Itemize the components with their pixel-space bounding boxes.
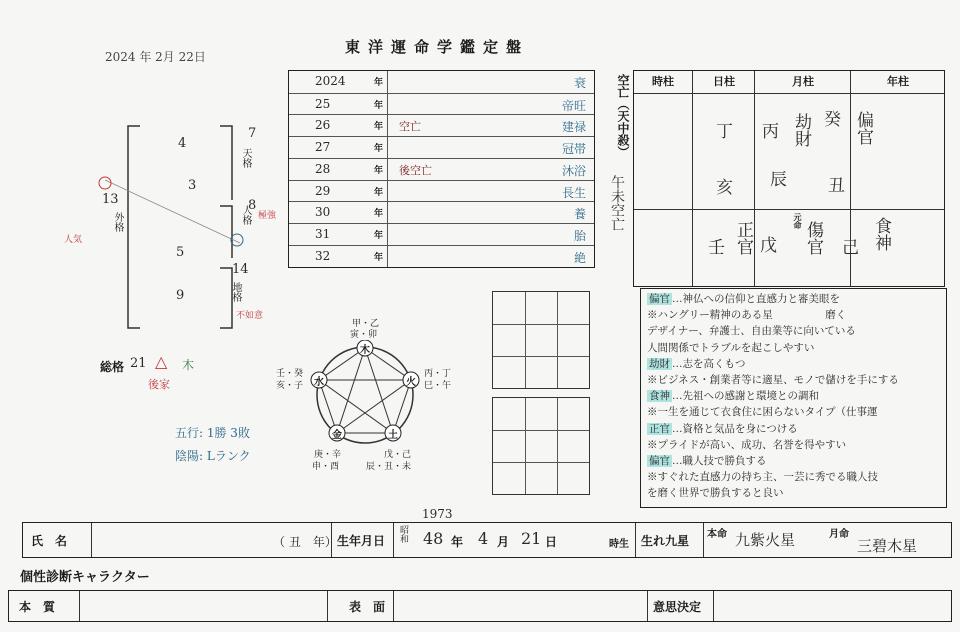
year-row xyxy=(289,180,594,203)
earth-stems: 戊・己 xyxy=(384,450,412,460)
note-line xyxy=(647,455,767,469)
month-stem-star: 劫財 xyxy=(791,113,811,147)
note-text: を磨く世界で勝負すると良い xyxy=(647,487,784,500)
fire-icon: 火 xyxy=(406,377,416,388)
birth-year-western: 1973 xyxy=(422,507,453,521)
kuubou-label: 空亡（天中殺） xyxy=(616,74,630,158)
note-line xyxy=(647,342,814,356)
earth-icon: 土 xyxy=(388,430,398,441)
year-star: 絶 xyxy=(573,250,586,265)
year-row xyxy=(289,158,594,181)
birth-label: 生年月日 xyxy=(337,534,386,548)
year-hidden: 己 xyxy=(842,238,859,258)
personal-info-form xyxy=(22,522,952,558)
jin-num: 3 xyxy=(188,178,197,193)
wuxing-star-diagram xyxy=(300,340,430,450)
hyomen-field[interactable] xyxy=(395,591,635,619)
annotation-funyoi: 不如意 xyxy=(236,311,264,321)
month-hidden-star: 傷官 xyxy=(803,221,823,255)
year-note: 後空亡 xyxy=(399,163,432,177)
year-hidden-star: 食神 xyxy=(871,217,891,251)
chikaku-label: 地格 xyxy=(230,282,241,302)
year-note: 空亡 xyxy=(399,120,421,134)
year-row xyxy=(289,245,594,268)
name-chart-diagram xyxy=(60,118,290,338)
year-star: 帝旺 xyxy=(561,98,586,113)
year-star: 長生 xyxy=(561,185,586,200)
month-branch: 辰 xyxy=(770,170,787,190)
notes-box xyxy=(640,288,947,508)
birth-year-field: 48 xyxy=(423,529,444,548)
note-line xyxy=(647,487,784,501)
time-label: 時生 xyxy=(609,539,629,550)
grid-box-top xyxy=(492,291,590,389)
birth-day-field: 21 xyxy=(521,529,542,548)
gogyo-note: 五行: 1勝 3敗 xyxy=(175,426,250,440)
year-unit-label: 年 xyxy=(374,187,384,198)
note-text: …職人技で勝負する xyxy=(672,455,767,467)
note-text: …先祖への感謝と環境との調和 xyxy=(672,390,819,403)
year-value: 29 xyxy=(315,183,331,198)
wood-stems: 甲・乙 xyxy=(352,319,380,329)
year-unit-label: 年 xyxy=(374,252,384,263)
annotation-kyokyo: 極強 xyxy=(258,211,277,221)
note-text: ※すぐれた直感力の持ち主、一芸に秀でる職人技 xyxy=(647,471,878,484)
year-value: 32 xyxy=(315,248,331,263)
ishi-field[interactable] xyxy=(715,591,945,619)
note-line xyxy=(647,309,846,323)
year-unit-label: 年 xyxy=(374,100,384,111)
chi-num-a: 5 xyxy=(176,245,185,260)
month-stem: 丙 xyxy=(762,122,779,142)
water-branches: 亥・子 xyxy=(276,381,304,391)
year-unit-label: 年 xyxy=(374,209,384,220)
earth-branches: 辰・丑・未 xyxy=(366,462,412,472)
honmei-label: 本命 xyxy=(707,529,727,540)
year-unit: 年 xyxy=(451,535,464,549)
note-text: …神仏への信仰と直感力と審美眼を xyxy=(672,293,840,305)
day-stem: 丁 xyxy=(716,122,733,142)
genmei-label: 元命 xyxy=(793,213,802,229)
soukaku-label: 総格 xyxy=(100,360,125,374)
grid-box-bottom xyxy=(492,397,590,495)
pillar-head-hour: 時柱 xyxy=(652,75,674,88)
annotation-ki: 木 xyxy=(182,358,195,372)
note-line xyxy=(647,374,899,388)
note-text: …志を高くもつ xyxy=(672,357,746,370)
name-label: 氏 名 xyxy=(31,534,68,548)
jinkaku-label: 人格 xyxy=(240,205,251,225)
kuubou-value: 午未空亡 xyxy=(609,175,625,231)
annotation-goke: 後家 xyxy=(148,378,170,391)
triangle-icon: △ xyxy=(155,352,168,371)
year-value: 25 xyxy=(315,96,331,111)
wood-icon: 木 xyxy=(360,345,370,356)
note-line xyxy=(647,293,840,307)
note-line xyxy=(647,325,856,339)
year-row xyxy=(289,93,594,116)
water-icon: 水 xyxy=(314,377,324,388)
year-row xyxy=(289,114,594,137)
fire-stems: 丙・丁 xyxy=(424,369,452,379)
year-star: 沐浴 xyxy=(561,163,586,178)
year-star: 養 xyxy=(573,207,586,222)
year-value: 28 xyxy=(315,161,331,176)
year-value: 2024 xyxy=(315,74,346,88)
year-unit-label: 年 xyxy=(374,144,384,155)
day-hidden-star: 正官 xyxy=(733,221,753,255)
hyomen-label: 表 面 xyxy=(349,600,386,614)
note-line xyxy=(647,471,878,485)
day-unit: 日 xyxy=(545,535,558,549)
note-line xyxy=(647,358,746,372)
note-line xyxy=(647,423,798,437)
year-branch: 丑 xyxy=(828,176,845,196)
metal-icon: 金 xyxy=(332,430,342,441)
note-line xyxy=(647,439,846,453)
kyusei-label: 生れ九星 xyxy=(641,534,690,548)
note-text: ※プライドが高い、成功、名誉を得やすい xyxy=(647,438,847,451)
birth-month-field: 4 xyxy=(478,529,489,548)
note-key: 偏官 xyxy=(649,455,670,467)
note-text: ※ビジネス・創業者等に適星、モノで儲けを手にする xyxy=(647,374,899,386)
day-branch: 亥 xyxy=(716,178,733,198)
year-unit-label: 年 xyxy=(374,122,384,133)
section-title: 個性診断キャラクター xyxy=(20,570,150,585)
year-star: 建禄 xyxy=(561,120,586,135)
day-hidden: 壬 xyxy=(708,238,725,258)
wood-branches: 寅・卯 xyxy=(350,330,378,340)
chikaku-num: 14 xyxy=(232,262,249,277)
year-row xyxy=(289,201,594,224)
year-unit-label: 年 xyxy=(374,165,384,176)
year-unit-label: 年 xyxy=(374,78,384,88)
gaikaku-label: 外格 xyxy=(112,212,123,232)
character-form xyxy=(8,590,952,622)
note-text: ※一生を通じて衣食住に困らないタイプ（仕事運 xyxy=(647,406,878,419)
pillar-head-day: 日柱 xyxy=(692,71,755,93)
ten-num: 4 xyxy=(178,136,187,151)
year-value: 30 xyxy=(315,205,331,220)
inyo-note: 陰陽: Lランク xyxy=(175,449,251,463)
note-key: 偏官 xyxy=(649,293,670,305)
four-pillars-table xyxy=(633,70,945,287)
pillar-head-year: 年柱 xyxy=(850,71,945,93)
ishi-label: 意思決定 xyxy=(653,600,702,614)
chi-num-b: 9 xyxy=(176,288,185,303)
year-stem: 癸 xyxy=(824,110,841,130)
year-star: 胎 xyxy=(573,228,586,243)
metal-branches: 申・酉 xyxy=(312,462,340,472)
getsumei-value: 三碧木星 xyxy=(857,537,918,555)
tenkaku-num: 7 xyxy=(248,126,257,141)
year-unit-label: 年 xyxy=(374,230,384,241)
year-star: 冠帯 xyxy=(561,142,586,157)
note-text: ※ハングリー精神のある星 磨く xyxy=(647,309,847,322)
year-star: 衰 xyxy=(573,76,586,90)
note-text: 人間関係でトラブルを起こしやすい xyxy=(647,341,815,354)
month-hidden: 戊 xyxy=(760,236,777,256)
note-key: 食神 xyxy=(649,390,670,403)
tenkaku-label: 天格 xyxy=(240,148,251,168)
soukaku-num: 21 xyxy=(130,356,147,371)
note-line xyxy=(647,390,819,404)
honshitsu-field[interactable] xyxy=(81,591,321,619)
water-stems: 壬・癸 xyxy=(276,369,304,379)
metal-stems: 庚・辛 xyxy=(314,450,342,460)
note-text: …資格と気品を身につける xyxy=(672,422,798,435)
era-field: 昭和 xyxy=(398,525,408,543)
getsumei-label: 月命 xyxy=(829,529,849,540)
pillar-head-month: 月柱 xyxy=(754,71,851,93)
fire-branches: 巳・午 xyxy=(424,381,452,391)
year-row xyxy=(289,223,594,246)
year-value: 31 xyxy=(315,226,331,241)
honmei-value: 九紫火星 xyxy=(735,531,796,549)
jinkaku-num: 8 xyxy=(248,198,257,213)
eto-field: （ 丑 年） xyxy=(273,535,337,549)
document-title: 東洋運命学鑑定盤 xyxy=(345,38,530,56)
year-table xyxy=(288,70,595,268)
year-row xyxy=(289,71,594,93)
year-value: 26 xyxy=(315,118,331,133)
note-key: 正官 xyxy=(649,422,670,435)
note-line xyxy=(647,406,877,420)
year-value: 27 xyxy=(315,140,331,155)
appraisal-date: 2024 年 2月 22日 xyxy=(105,50,206,64)
note-key: 劫財 xyxy=(649,357,670,370)
month-unit: 月 xyxy=(497,535,510,549)
year-row xyxy=(289,136,594,159)
honshitsu-label: 本 質 xyxy=(19,600,56,614)
annotation-ninki: 人気 xyxy=(64,235,83,245)
year-stem-star: 偏官 xyxy=(853,111,873,145)
gaikaku-num: 13 xyxy=(102,192,119,207)
note-text: デザイナー、弁護士、自由業等に向いている xyxy=(647,325,856,338)
